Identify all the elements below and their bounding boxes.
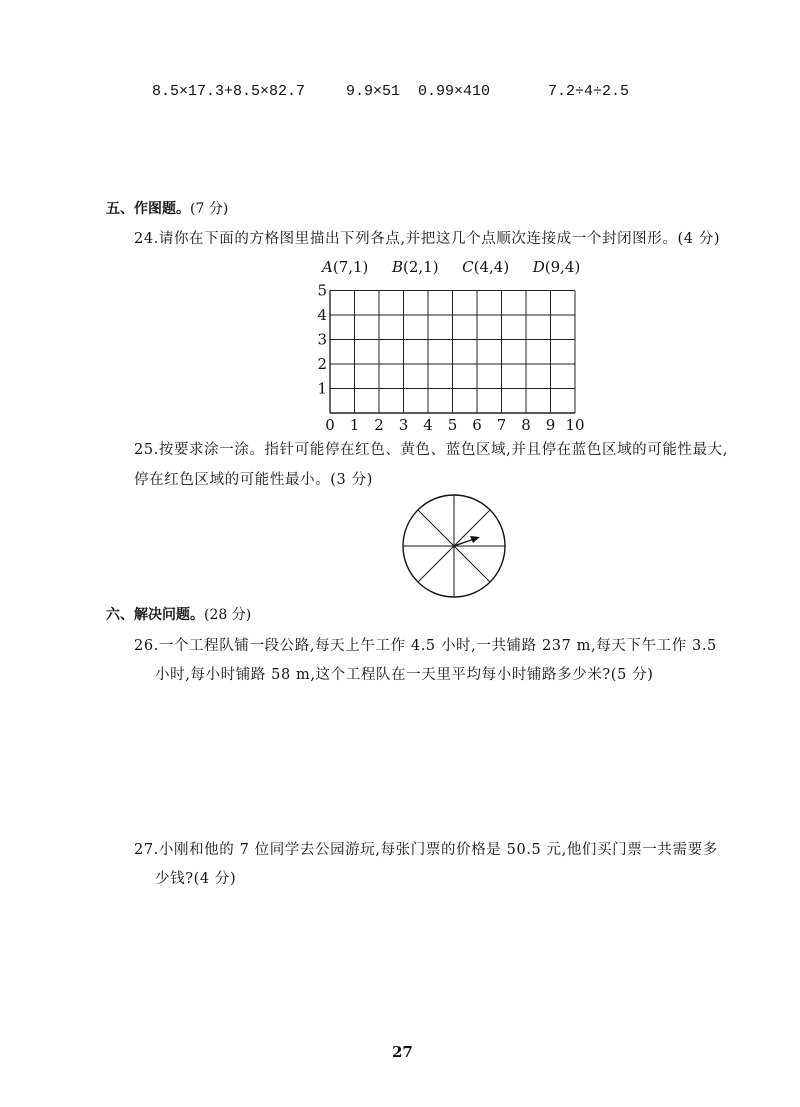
y-tick-label: 5 (317, 281, 327, 300)
x-tick-label: 1 (349, 416, 360, 434)
section-6-points: (28 分) (204, 607, 252, 623)
y-tick-label: 3 (317, 330, 327, 349)
section-5-heading (106, 199, 228, 219)
x-tick-label: 4 (423, 416, 433, 434)
x-tick-label: 3 (398, 416, 409, 434)
question-26-line-2: 小时,每小时铺路 58 m,这个工程队在一天里平均每小时铺路多少米?(5 分) (155, 667, 654, 683)
x-tick-label: 2 (374, 416, 384, 434)
point-d: D(9,4) (532, 258, 581, 276)
q24-point-list (322, 257, 580, 277)
x-tick-label: 0 (325, 416, 335, 434)
point-b: B(2,1) (391, 258, 439, 276)
x-tick-label: 5 (447, 416, 458, 434)
spinner-sector-line (454, 546, 490, 582)
section-5-title: 五、作图题。 (106, 201, 190, 217)
y-tick-label: 2 (317, 355, 327, 373)
y-tick-label: 1 (317, 379, 327, 398)
question-27-line-2: 少钱?(4 分) (155, 871, 237, 887)
question-26-line-1: 26.一个工程队铺一段公路,每天上午工作 4.5 小时,一共铺路 237 m,每天下午工作 3.5 (134, 638, 717, 654)
x-tick-label: 9 (545, 416, 556, 434)
calc-expression-1: 8.5×17.3+8.5×82.7 (152, 83, 306, 100)
calc-expression-4: 7.2÷4÷2.5 (548, 83, 630, 100)
page-number: 27 (392, 1043, 413, 1061)
x-tick-label: 10 (565, 416, 585, 434)
point-a: A(7,1) (322, 258, 369, 276)
spinner-needle (454, 539, 474, 546)
calc-expression-3: 0.99×410 (418, 83, 491, 100)
spinner-sector-line (454, 510, 490, 546)
question-24-text: 24.请你在下面的方格图里描出下列各点,并把这几个点顺次连接成一个封闭图形。(4 分) (134, 231, 721, 247)
x-tick-label: 6 (472, 416, 482, 434)
question-25-line-2: 停在红色区域的可能性最小。(3 分) (134, 472, 373, 488)
calc-expression-2: 9.9×51 (346, 83, 401, 100)
section-5-points: (7 分) (190, 201, 229, 217)
section-6-title: 六、解决问题。 (106, 607, 204, 623)
question-25-line-1: 25.按要求涂一涂。指针可能停在红色、黄色、蓝色区域,并且停在蓝色区域的可能性最大, (134, 442, 728, 458)
spinner-sector-line (418, 510, 454, 546)
point-c: C(4,4) (462, 258, 510, 276)
spinner-circle (403, 495, 505, 597)
spinner-wheel (403, 495, 505, 597)
x-tick-label: 8 (521, 416, 531, 434)
spinner-sector-line (418, 546, 454, 582)
spinner-arrowhead-icon (470, 536, 480, 543)
question-27-line-1: 27.小刚和他的 7 位同学去公园游玩,每张门票的价格是 50.5 元,他们买门票一共需要多 (134, 842, 718, 858)
section-6-heading (106, 605, 251, 625)
y-tick-label: 4 (317, 306, 327, 324)
x-tick-label: 7 (496, 416, 507, 434)
